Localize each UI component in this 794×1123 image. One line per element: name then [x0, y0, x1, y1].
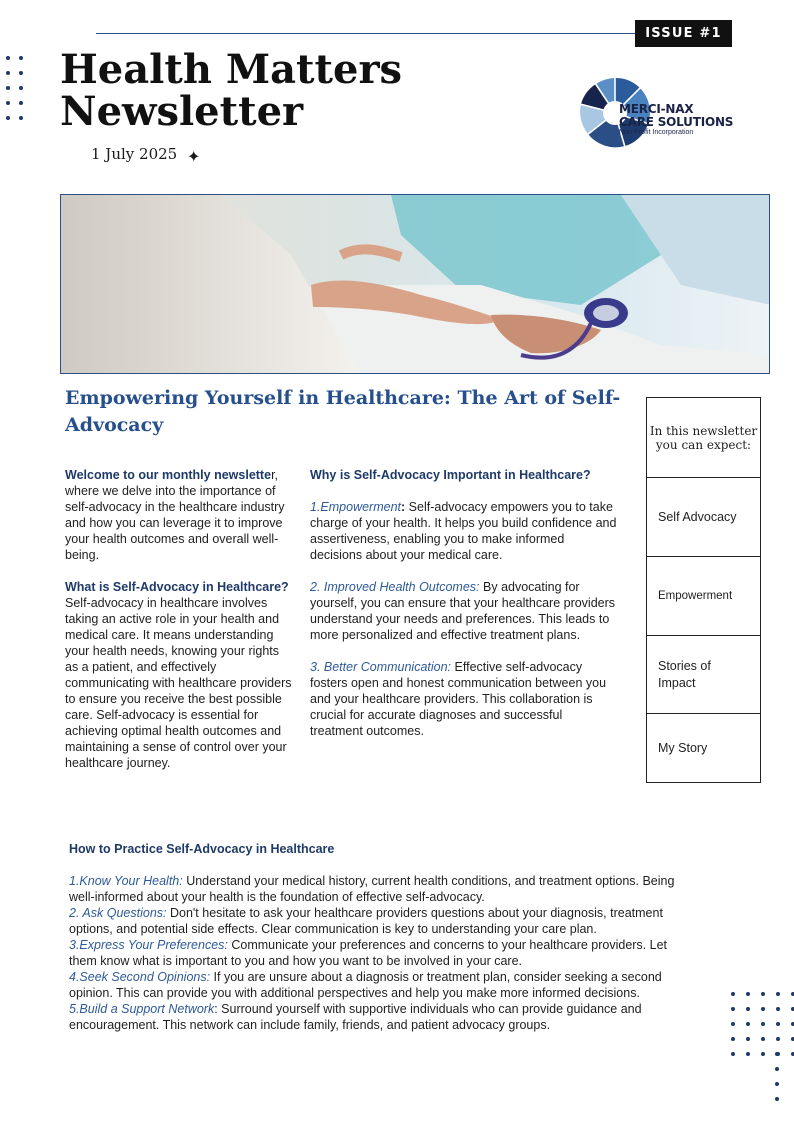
logo-tagline: Non-Profit Incorporation: [619, 129, 694, 136]
sidebar-item-empowerment[interactable]: Empowerment: [647, 557, 760, 636]
practice-item: 2. Ask Questions: Don't hesitate to ask your healthcare providers questions about your diagnosis, treatment options, and potential side effects. Clear communication is key to understanding your care plan.: [69, 906, 663, 936]
practice-heading: How to Practice Self-Advocacy in Healthcare: [69, 842, 335, 856]
logo-name-line1: MERCI-NAX: [619, 102, 694, 116]
practice-item: 3.Express Your Preferences: Communicate your preferences and concerns to your healthcare providers. Let them know what is important to you and how you want to be involved in your care.: [69, 938, 668, 968]
practice-item: 1.Know Your Health: Understand your medical history, current health conditions, and treatment options. Being well-informed about your health is the foundation of effective self-advocacy.: [69, 874, 675, 904]
intro-paragraph: Welcome to our monthly newsletter, where we delve into the importance of self-advocacy in the healthcare industry and how you can leverage it to improve your health outcomes and overall well-being.: [65, 468, 285, 562]
why-heading: Why is Self-Advocacy Important in Healthcare?: [310, 468, 591, 482]
right-column: [310, 467, 618, 739]
article-headline: Empowering Yourself in Healthcare: The Art of Self-Advocacy: [65, 387, 621, 436]
sidebar-heading: In this newsletter you can expect:: [647, 398, 760, 478]
decorative-dots-right: [731, 992, 794, 1056]
newsletter-title: Health Matters Newsletter: [60, 46, 403, 135]
practice-section: [69, 841, 689, 1033]
logo-name-line2: CARE SOLUTIONS: [619, 115, 734, 129]
sidebar-item-stories-of-impact[interactable]: Stories of Impact: [647, 636, 760, 714]
why-item: 1.Empowerment: Self-advocacy empowers you to take charge of your health. It helps you build confidence and assertiveness, enabling you to make informed decisions about your medical care.: [310, 500, 617, 562]
header-rule: [96, 33, 640, 34]
sidebar-item-my-story[interactable]: My Story: [658, 740, 708, 755]
organization-logo: [580, 76, 750, 150]
hero-image: [60, 194, 770, 374]
why-item: 3. Better Communication: Effective self-advocacy fosters open and honest communication between you and your healthcare providers. This collaboration is crucial for accurate diagnoses and successful treatment outcomes.: [310, 660, 607, 738]
left-column: [65, 467, 292, 771]
practice-item: 5.Build a Support Network: Surround yourself with supportive individuals who can provide guidance and encouragement. This network can include family, friends, and patient advocacy groups.: [69, 1002, 642, 1032]
sidebar-item-self-advocacy[interactable]: Self Advocacy: [647, 478, 760, 557]
practice-item: 4.Seek Second Opinions: If you are unsure about a diagnosis or treatment plan, consider seeking a second opinion. This can provide you with additional perspectives and help you make more informed decisions.: [69, 970, 662, 1000]
what-is-heading: What is Self-Advocacy in Healthcare?: [65, 580, 289, 594]
decorative-dots-right-tail: [775, 1052, 779, 1101]
issue-date: 1 July 2025: [91, 145, 178, 163]
what-is-body: Self-advocacy in healthcare involves taking an active role in your health and medical care. It means understanding your health needs, knowing your rights as a patient, and effectively communicating with healthcare providers to ensure you receive the best possible care. Self-advocacy is essential for achieving optimal health outcomes and maintaining a sense of control over your healthcare journey.: [65, 596, 292, 770]
sparkle-icon: ✦: [187, 149, 201, 166]
contents-sidebar: [646, 397, 761, 783]
decorative-dots-left: [6, 56, 23, 120]
why-item: 2. Improved Health Outcomes: By advocating for yourself, you can ensure that your healthcare providers understand your needs and preferences. This leads to more personalized and effective treatment plans.: [310, 580, 616, 642]
issue-badge: ISSUE #1: [635, 20, 732, 47]
